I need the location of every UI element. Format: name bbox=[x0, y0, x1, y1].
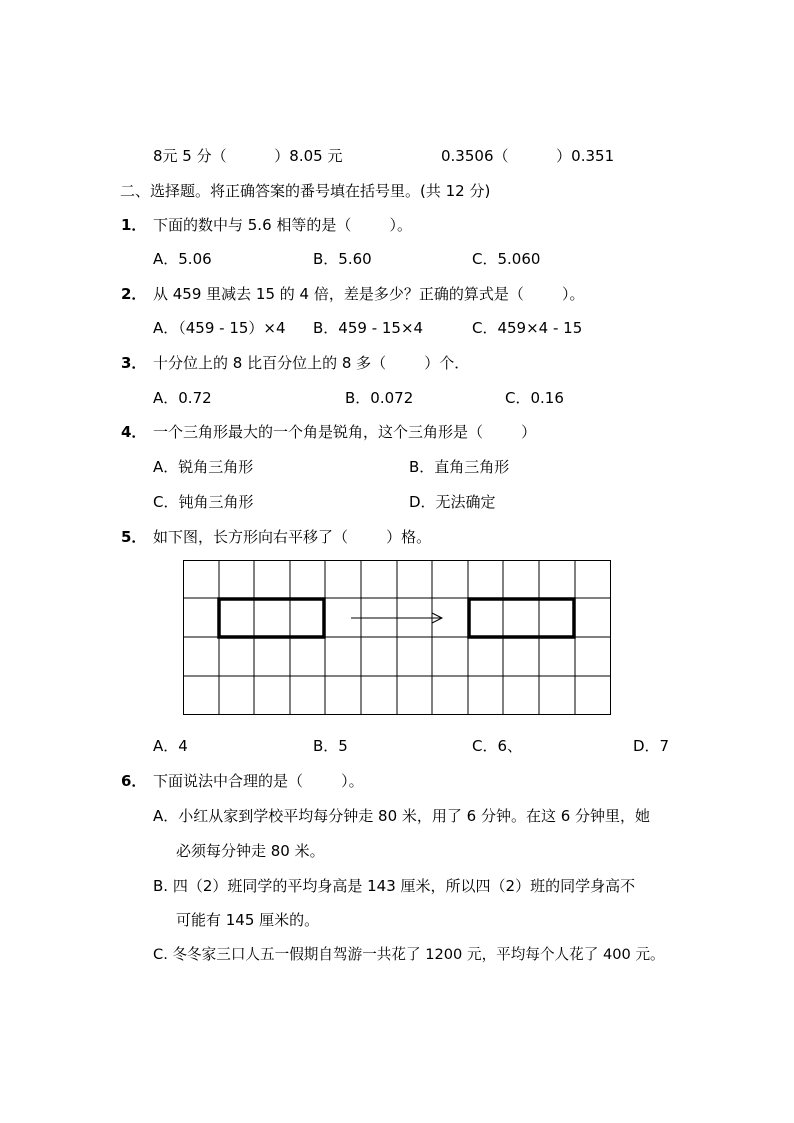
original-rectangle bbox=[219, 599, 324, 637]
option-b: B．直角三角形 bbox=[409, 458, 510, 476]
option-a: A．锐角三角形 bbox=[153, 458, 254, 476]
option-c: C．钝角三角形 bbox=[153, 493, 254, 511]
option-d: D．7 bbox=[633, 737, 670, 755]
option-c: C. 冬冬家三口人五一假期自驾游一共花了 1200 元，平均每个人花了 400 元。 bbox=[153, 946, 665, 963]
question-text: 从 459 里减去 15 的 4 倍，差是多少？正确的算式是（ ）。 bbox=[153, 285, 585, 303]
compare-left: 8元 5 分（ ）8.05 元 bbox=[153, 147, 343, 165]
question-text: 十分位上的 8 比百分位上的 8 多（ ）个． bbox=[153, 354, 470, 372]
option-b: B. 四（2）班同学的平均身高是 143 厘米，所以四（2）班的同学身高不 bbox=[153, 877, 636, 895]
question-text: 如下图，长方形向右平移了（ ）格。 bbox=[153, 528, 432, 546]
question-number: 4． bbox=[121, 423, 147, 441]
question-number: 1． bbox=[121, 216, 147, 234]
translated-rectangle bbox=[469, 599, 574, 637]
option-c: C．6、 bbox=[472, 737, 523, 755]
option-b: B．5 bbox=[313, 737, 348, 755]
question-text: 一个三角形最大的一个角是锐角，这个三角形是（ ） bbox=[153, 423, 537, 441]
option-b: B．0.072 bbox=[345, 389, 414, 407]
option-a: A．0.72 bbox=[153, 389, 212, 407]
question-text: 下面说法中合理的是（ ）。 bbox=[153, 772, 364, 790]
option-b-continued: 可能有 145 厘米的。 bbox=[176, 911, 320, 929]
option-c: C．0.16 bbox=[505, 389, 564, 407]
option-b: B．5.60 bbox=[313, 250, 372, 268]
option-a: A．（459 - 15）×4 bbox=[153, 319, 286, 337]
question-number: 5． bbox=[121, 528, 147, 546]
option-a: A．5.06 bbox=[153, 250, 212, 268]
option-a-continued: 必须每分钟走 80 米。 bbox=[176, 842, 325, 860]
section-title: 二、选择题。将正确答案的番号填在括号里。(共 12 分) bbox=[120, 182, 491, 200]
option-c: C．5.060 bbox=[472, 250, 541, 268]
option-a: A．小红从家到学校平均每分钟走 80 米，用了 6 分钟。在这 6 分钟里，她 bbox=[153, 807, 651, 825]
option-a: A．4 bbox=[153, 737, 188, 755]
option-c: C．459×4 - 15 bbox=[472, 319, 583, 337]
option-b: B．459 - 15×4 bbox=[313, 319, 424, 337]
question-number: 3． bbox=[121, 354, 147, 372]
question-text: 下面的数中与 5.6 相等的是（ ）。 bbox=[153, 216, 413, 234]
question-number: 6． bbox=[121, 772, 147, 790]
question-number: 2． bbox=[121, 285, 147, 303]
compare-right: 0.3506（ ）0.351 bbox=[441, 147, 615, 165]
option-d: D．无法确定 bbox=[409, 493, 496, 511]
translation-grid-figure bbox=[183, 560, 612, 720]
